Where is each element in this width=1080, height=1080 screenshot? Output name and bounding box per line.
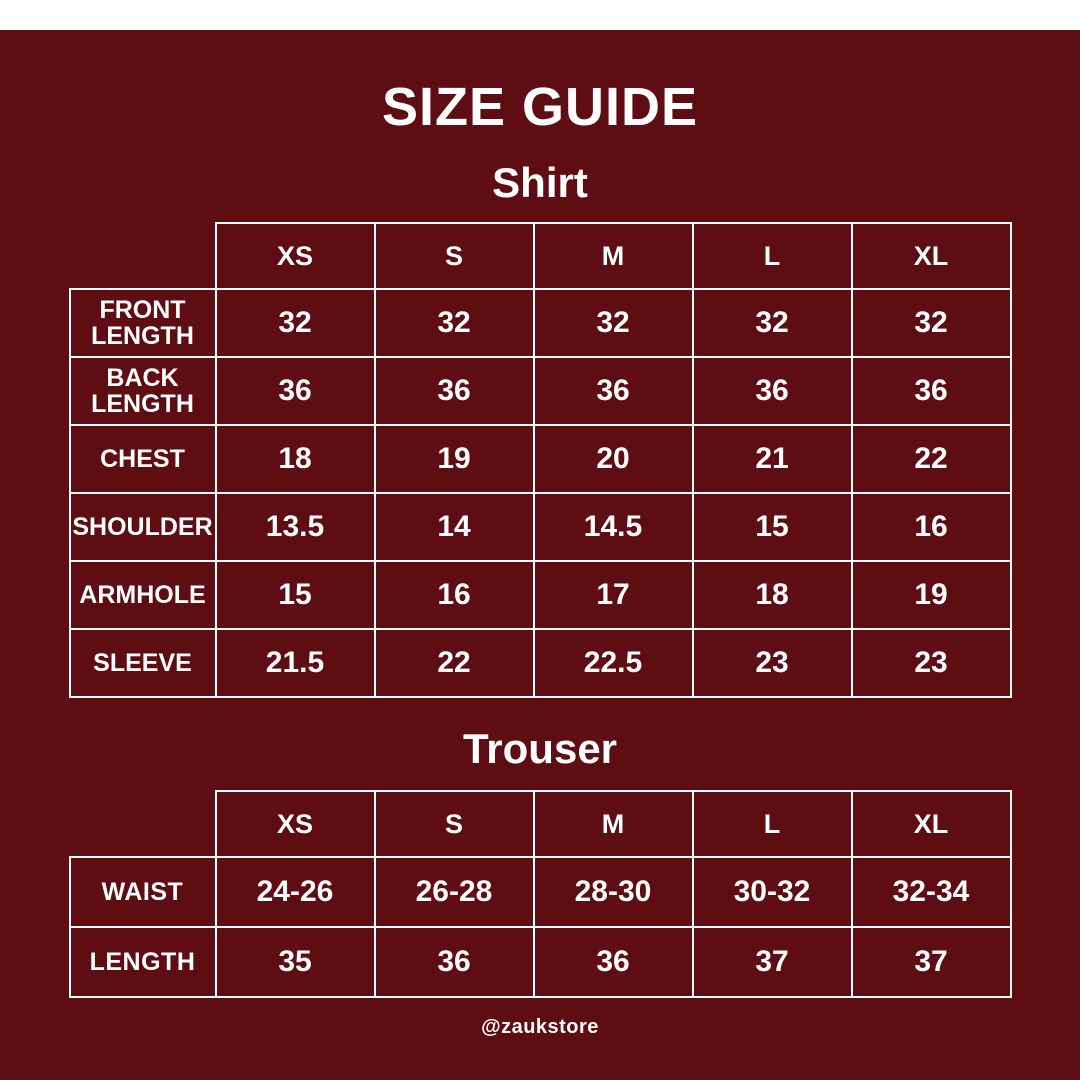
cell-waist-l: 30-32 [693,857,852,927]
cell-sleeve-m: 22.5 [534,629,693,697]
row-label-front-length: FRONT LENGTH [70,289,216,357]
cell-shoulder-m: 14.5 [534,493,693,561]
cell-chest-xl: 22 [852,425,1011,493]
section-title-trouser: Trouser [462,725,618,772]
section-title-shirt: Shirt [492,159,588,206]
cell-sleeve-s: 22 [375,629,534,697]
table-row [70,927,1011,997]
cell-back-length-xl: 36 [852,357,1011,425]
cell-shoulder-l: 15 [693,493,852,561]
shirt-size-table [69,222,1012,698]
top-strip [0,0,1080,30]
cell-armhole-l: 18 [693,561,852,629]
cell-back-length-l: 36 [693,357,852,425]
row-label-shoulder: SHOULDER [70,493,216,561]
header-corner-cell [70,791,216,857]
table-row [70,289,1011,357]
cell-front-length-l: 32 [693,289,852,357]
table-header-row [70,791,1011,857]
cell-length-l: 37 [693,927,852,997]
cell-waist-xs: 24-26 [216,857,375,927]
cell-waist-s: 26-28 [375,857,534,927]
cell-length-s: 36 [375,927,534,997]
cell-front-length-xs: 32 [216,289,375,357]
cell-waist-m: 28-30 [534,857,693,927]
cell-armhole-xs: 15 [216,561,375,629]
row-label-length: LENGTH [70,927,216,997]
table-row [70,561,1011,629]
cell-waist-xl: 32-34 [852,857,1011,927]
row-label-back-length: BACK LENGTH [70,357,216,425]
cell-front-length-xl: 32 [852,289,1011,357]
header-cell-s: S [375,791,534,857]
header-cell-l: L [693,791,852,857]
cell-shoulder-s: 14 [375,493,534,561]
header-cell-s: S [375,223,534,289]
table-row [70,425,1011,493]
table-row [70,857,1011,927]
cell-length-m: 36 [534,927,693,997]
content-area [0,30,1080,1080]
row-label-armhole: ARMHOLE [70,561,216,629]
cell-sleeve-xs: 21.5 [216,629,375,697]
header-cell-xs: XS [216,791,375,857]
cell-chest-l: 21 [693,425,852,493]
header-cell-m: M [534,791,693,857]
cell-length-xs: 35 [216,927,375,997]
table-row [70,357,1011,425]
header-cell-m: M [534,223,693,289]
table-row [70,629,1011,697]
cell-sleeve-l: 23 [693,629,852,697]
cell-chest-s: 19 [375,425,534,493]
cell-length-xl: 37 [852,927,1011,997]
cell-armhole-m: 17 [534,561,693,629]
cell-front-length-s: 32 [375,289,534,357]
cell-chest-xs: 18 [216,425,375,493]
cell-back-length-m: 36 [534,357,693,425]
cell-front-length-m: 32 [534,289,693,357]
header-cell-xl: XL [852,791,1011,857]
store-handle: @zaukstore [481,1016,599,1038]
row-label-chest: CHEST [70,425,216,493]
table-header-row [70,223,1011,289]
trouser-size-table [69,790,1012,998]
header-corner-cell [70,223,216,289]
cell-sleeve-xl: 23 [852,629,1011,697]
cell-shoulder-xs: 13.5 [216,493,375,561]
cell-shoulder-xl: 16 [852,493,1011,561]
header-cell-l: L [693,223,852,289]
cell-chest-m: 20 [534,425,693,493]
page-title: SIZE GUIDE [381,77,699,137]
header-cell-xs: XS [216,223,375,289]
cell-armhole-xl: 19 [852,561,1011,629]
cell-armhole-s: 16 [375,561,534,629]
header-cell-xl: XL [852,223,1011,289]
row-label-waist: WAIST [70,857,216,927]
table-row [70,493,1011,561]
cell-back-length-xs: 36 [216,357,375,425]
row-label-sleeve: SLEEVE [70,629,216,697]
cell-back-length-s: 36 [375,357,534,425]
